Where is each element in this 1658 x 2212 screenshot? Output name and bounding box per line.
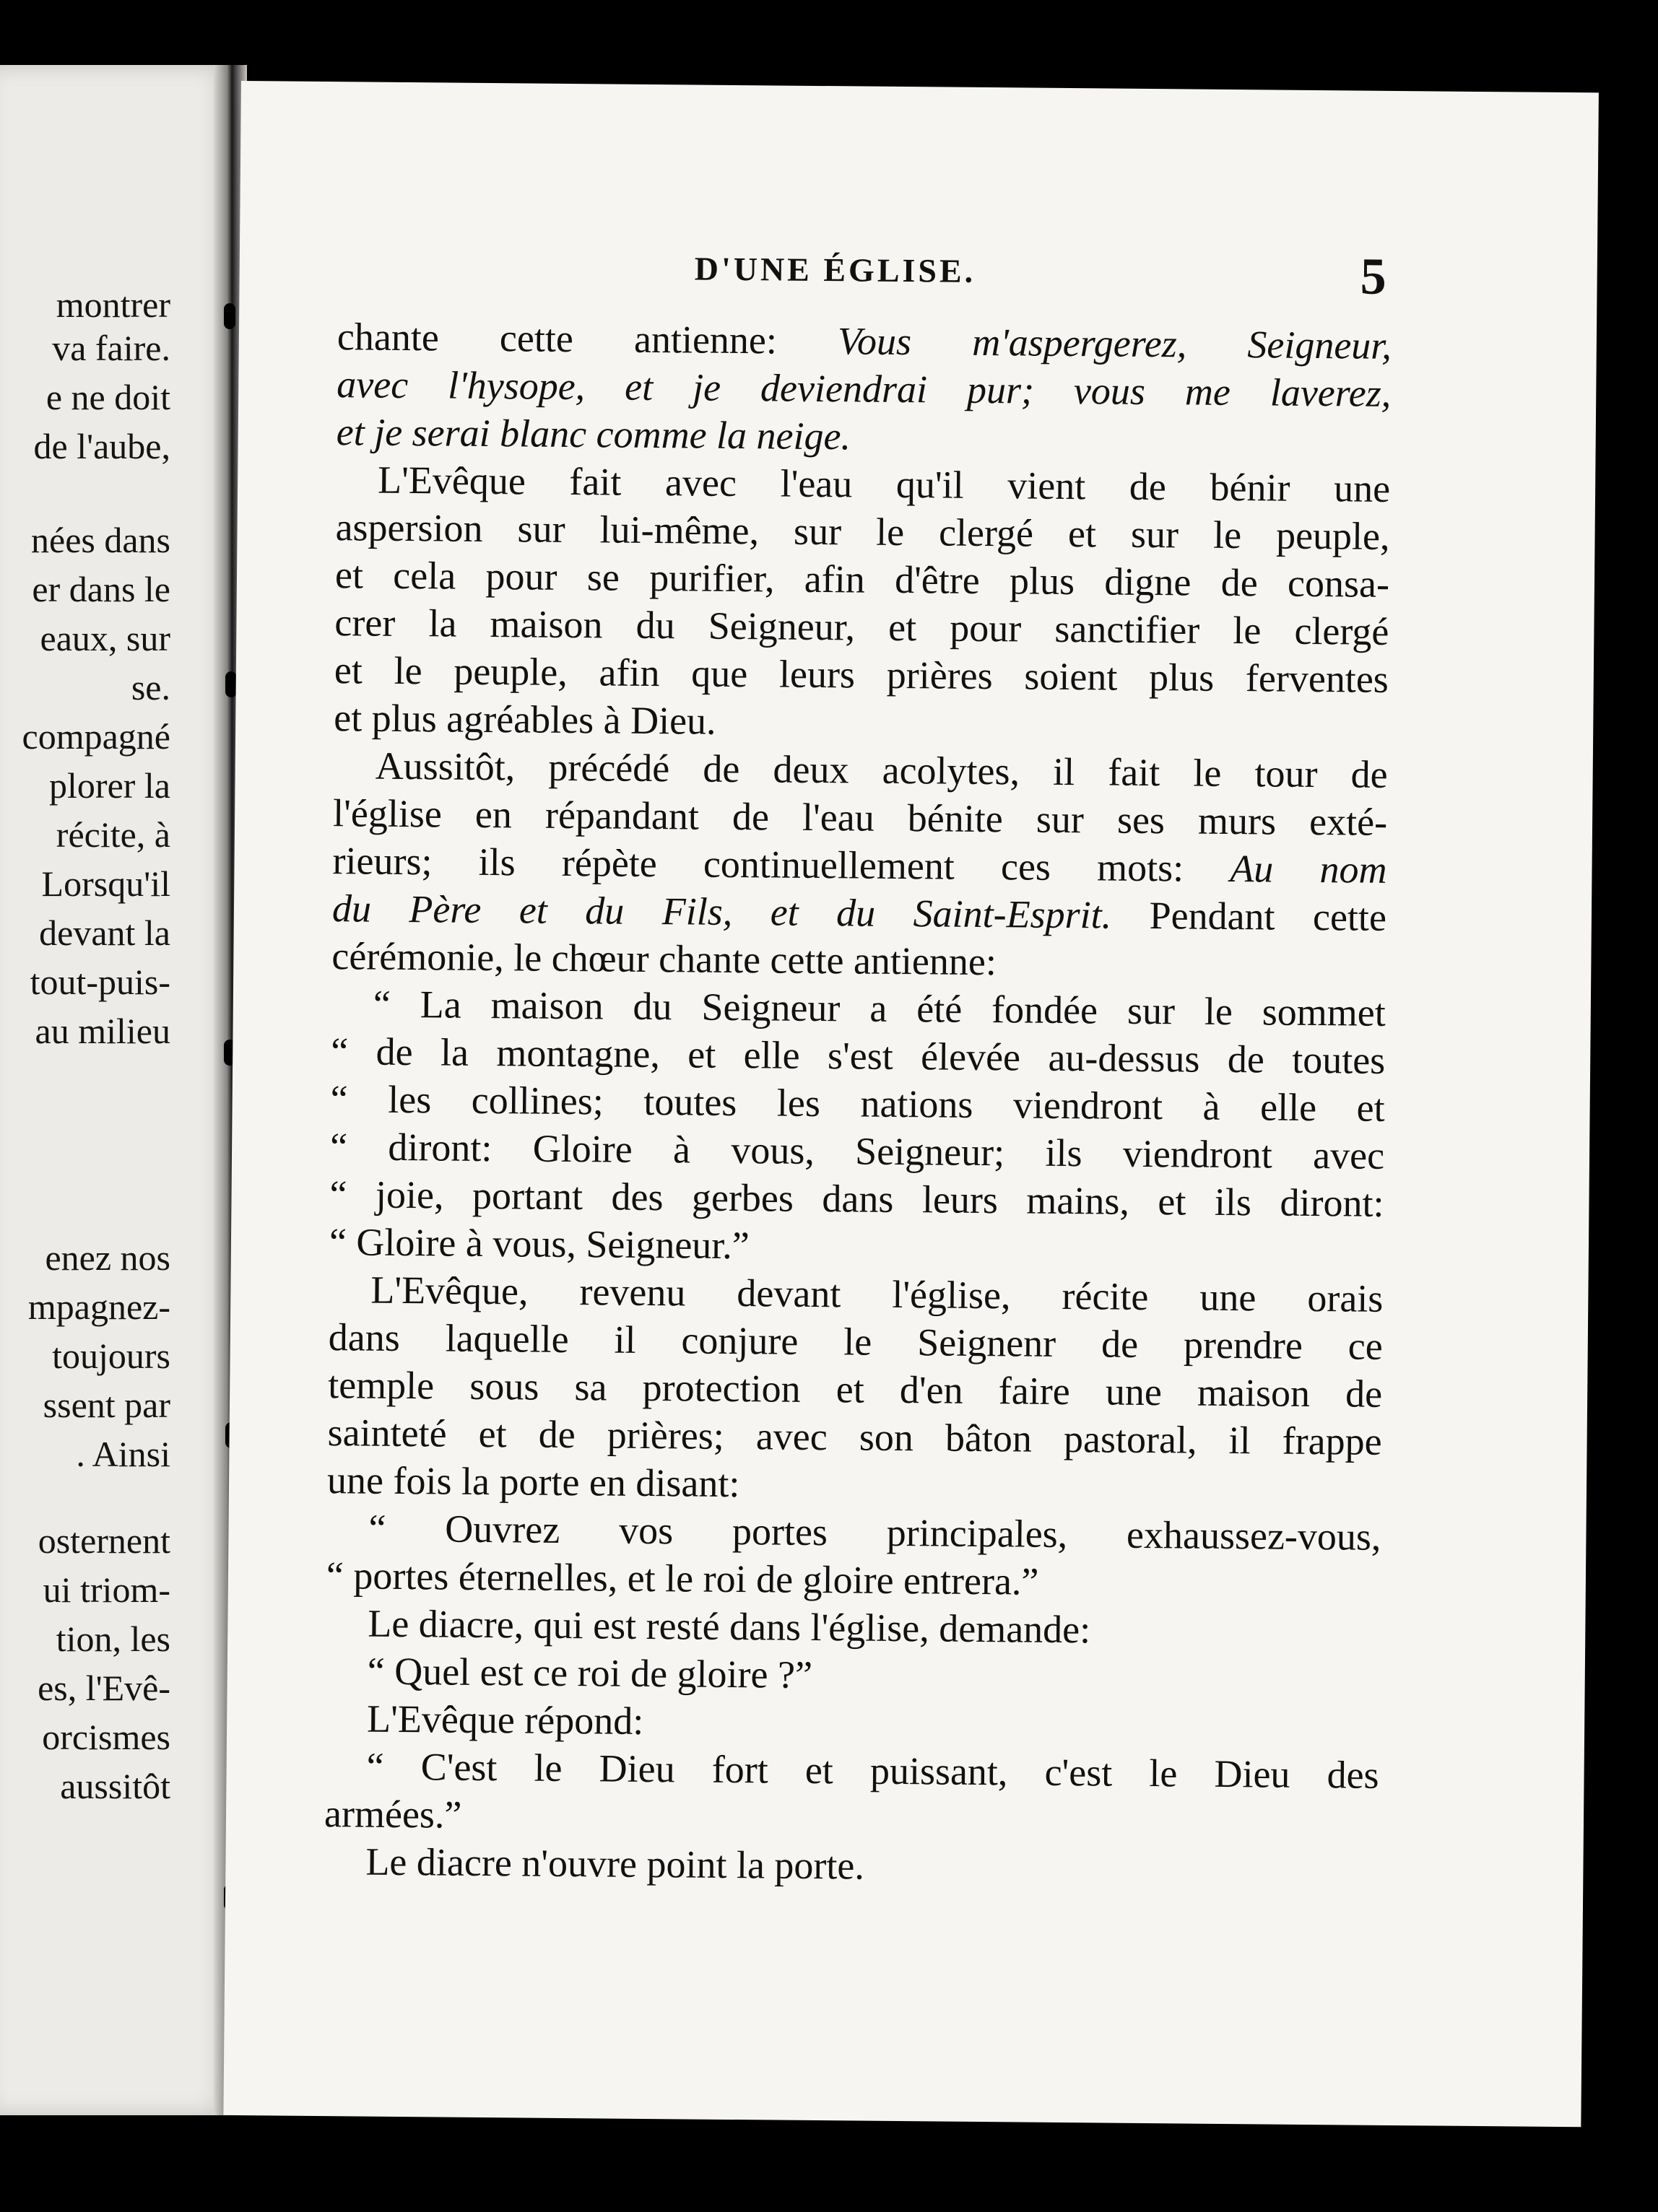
italic-text-run: Vous m'aspergerez, Seigneur, — [837, 319, 1392, 367]
text-run: sainteté et de prières; avec son bâton pastoral, il frappe — [327, 1411, 1382, 1463]
text-run: crer la maison du Seigneur, et pour sanctifier le clergé — [334, 601, 1389, 653]
text-run: “ Ouvrez vos portes principales, exhaussez-vous, — [368, 1506, 1381, 1559]
previous-page-line: va faire. — [52, 328, 170, 368]
running-title: D'UNE ÉGLISE. — [694, 250, 976, 289]
text-line — [324, 1837, 1379, 1894]
previous-page-line: e ne doit — [45, 377, 170, 417]
text-run: Pendant cette — [1111, 893, 1387, 939]
text-run: “ La maison du Seigneur a été fondée sur le sommet — [373, 982, 1386, 1035]
previous-page-line: plorer la — [49, 765, 170, 806]
page-header — [240, 237, 1598, 305]
previous-page-line: ssent par — [43, 1385, 170, 1425]
text-run: Le diacre n'ouvre point la porte. — [365, 1839, 865, 1888]
text-run: une fois la porte en disant: — [326, 1458, 740, 1506]
body-text — [324, 313, 1392, 1894]
previous-page-line: devant la — [39, 913, 170, 953]
text-run: et le peuple, afin que leurs prières soient plus ferventes — [334, 648, 1389, 701]
previous-page-line: aussitôt — [60, 1766, 170, 1806]
previous-page-line: récite, à — [56, 814, 170, 855]
italic-text-run: Au nom — [1230, 846, 1387, 892]
text-run: chante cette antienne: — [337, 315, 838, 363]
binding-stitch — [224, 303, 235, 329]
previous-page-line: toujours — [52, 1336, 170, 1376]
text-run: “ Quel est ce roi de gloire ?” — [367, 1649, 813, 1697]
page-number: 5 — [1360, 247, 1387, 305]
text-run: et plus agréables à Dieu. — [334, 696, 716, 743]
text-run: Le diacre, qui est resté dans l'église, demande: — [368, 1601, 1091, 1652]
previous-page-line: orcismes — [42, 1717, 170, 1757]
text-run: Aussitôt, précédé de deux acolytes, il fait le tour de — [375, 744, 1388, 796]
text-run: aspersion sur lui-même, sur le clergé et sur le peuple, — [335, 505, 1390, 558]
previous-page-line: er dans le — [32, 569, 170, 609]
previous-page-line: de l'aube, — [33, 426, 170, 466]
text-run: “ de la montagne, et elle s'est élevée au-dessus de toutes — [331, 1029, 1386, 1082]
previous-page — [0, 65, 233, 2115]
text-line — [324, 1742, 1379, 1799]
text-run: temple sous sa protection et d'en faire une maison de — [327, 1363, 1383, 1416]
previous-page-line: se. — [131, 667, 170, 707]
previous-page-line: au milieu — [35, 1011, 170, 1051]
previous-page-line: nées dans — [31, 520, 170, 560]
text-run: dans laquelle il conjure le Seignenr de prendre ce — [328, 1315, 1384, 1368]
text-run: rieurs; ils répète continuellement ces mots: — [332, 839, 1231, 890]
text-run: “ portes éternelles, et le roi de gloire entrera.” — [326, 1554, 1039, 1603]
previous-page-line: montrer — [56, 284, 170, 325]
text-run: “ joie, portant des gerbes dans leurs mains, et ils diront: — [329, 1172, 1384, 1225]
text-run: et cela pour se purifier, afin d'être plus digne de consa- — [334, 553, 1390, 606]
previous-page-line: osternent — [38, 1520, 170, 1561]
previous-page-line: mpagnez- — [27, 1286, 170, 1327]
previous-page-line: eaux, sur — [40, 618, 170, 658]
text-run: L'Evêque répond: — [366, 1697, 644, 1743]
text-run: “ les collines; toutes les nations viendront à elle et — [330, 1077, 1385, 1130]
italic-text-run: et je serai blanc comme la neige. — [336, 410, 851, 458]
text-run: “ C'est le Dieu fort et puissant, c'est le Dieu des — [366, 1744, 1379, 1797]
previous-page-line: Lorsqu'il — [41, 863, 170, 904]
previous-page-line: ui triom- — [43, 1569, 170, 1610]
previous-page-line: enez nos — [45, 1237, 170, 1278]
italic-text-run: du Père et du Fils, et du Saint-Esprit. — [331, 887, 1112, 937]
text-run: L'Evêque, revenu devant l'église, récite une orais — [370, 1268, 1384, 1320]
previous-page-line: tion, les — [56, 1619, 170, 1659]
text-run: L'Evêque fait avec l'eau qu'il vient de bénir une — [377, 458, 1391, 510]
text-run: cérémonie, le chœur chante cette antienne: — [331, 934, 997, 984]
previous-page-line: . Ainsi — [76, 1434, 170, 1474]
italic-text-run: avec l'hysope, et je deviendrai pur; vous me laverez, — [337, 362, 1392, 415]
previous-page-line: compagné — [22, 716, 170, 757]
text-run: “ Gloire à vous, Seigneur.” — [329, 1220, 750, 1268]
text-run: armées.” — [324, 1792, 462, 1837]
previous-page-line: es, l'Evê- — [38, 1668, 170, 1708]
text-run: l'église en répandant de l'eau bénite sur ses murs exté- — [332, 791, 1388, 844]
current-page — [223, 81, 1599, 2127]
text-run: “ diront: Gloire à vous, Seigneur; ils viendront avec — [329, 1125, 1385, 1177]
previous-page-line: tout-puis- — [30, 962, 170, 1002]
